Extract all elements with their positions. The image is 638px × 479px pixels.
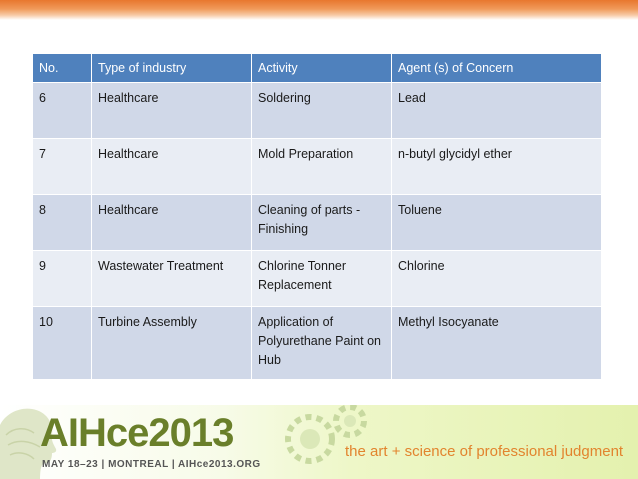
table-row: [33, 139, 602, 195]
cell-activity: Soldering: [252, 83, 392, 139]
industry-agents-table: [32, 53, 602, 380]
cell-agent: Toluene: [392, 195, 602, 251]
cell-agent: Chlorine: [392, 251, 602, 307]
cell-industry: Healthcare: [92, 83, 252, 139]
top-accent-bar: [0, 0, 638, 20]
conference-logo: AIHce2013: [40, 411, 234, 455]
conference-dates-location: MAY 18–23 | MONTREAL | AIHce2013.ORG: [42, 459, 261, 470]
table-header-row: [33, 54, 602, 83]
cell-industry: Turbine Assembly: [92, 307, 252, 380]
cell-industry: Healthcare: [92, 195, 252, 251]
cell-agent: n-butyl glycidyl ether: [392, 139, 602, 195]
cell-no: 8: [33, 195, 92, 251]
table-row: [33, 83, 602, 139]
header-agent: Agent (s) of Concern: [392, 54, 602, 83]
cell-no: 9: [33, 251, 92, 307]
header-activity: Activity: [252, 54, 392, 83]
table-row: [33, 195, 602, 251]
cell-activity: Application of Polyurethane Paint on Hub: [252, 307, 392, 380]
cell-no: 7: [33, 139, 92, 195]
header-industry: Type of industry: [92, 54, 252, 83]
cell-activity: Mold Preparation: [252, 139, 392, 195]
cell-activity: Cleaning of parts - Finishing: [252, 195, 392, 251]
cell-agent: Methyl Isocyanate: [392, 307, 602, 380]
table-row: [33, 251, 602, 307]
gears-icon: [250, 405, 380, 479]
header-no: No.: [33, 54, 92, 83]
cell-industry: Wastewater Treatment: [92, 251, 252, 307]
conference-tagline: the art + science of professional judgment: [345, 443, 624, 460]
cell-industry: Healthcare: [92, 139, 252, 195]
conference-footer-banner: [0, 405, 638, 479]
table-row: [33, 307, 602, 380]
cell-no: 10: [33, 307, 92, 380]
cell-agent: Lead: [392, 83, 602, 139]
cell-no: 6: [33, 83, 92, 139]
cell-activity: Chlorine Tonner Replacement: [252, 251, 392, 307]
